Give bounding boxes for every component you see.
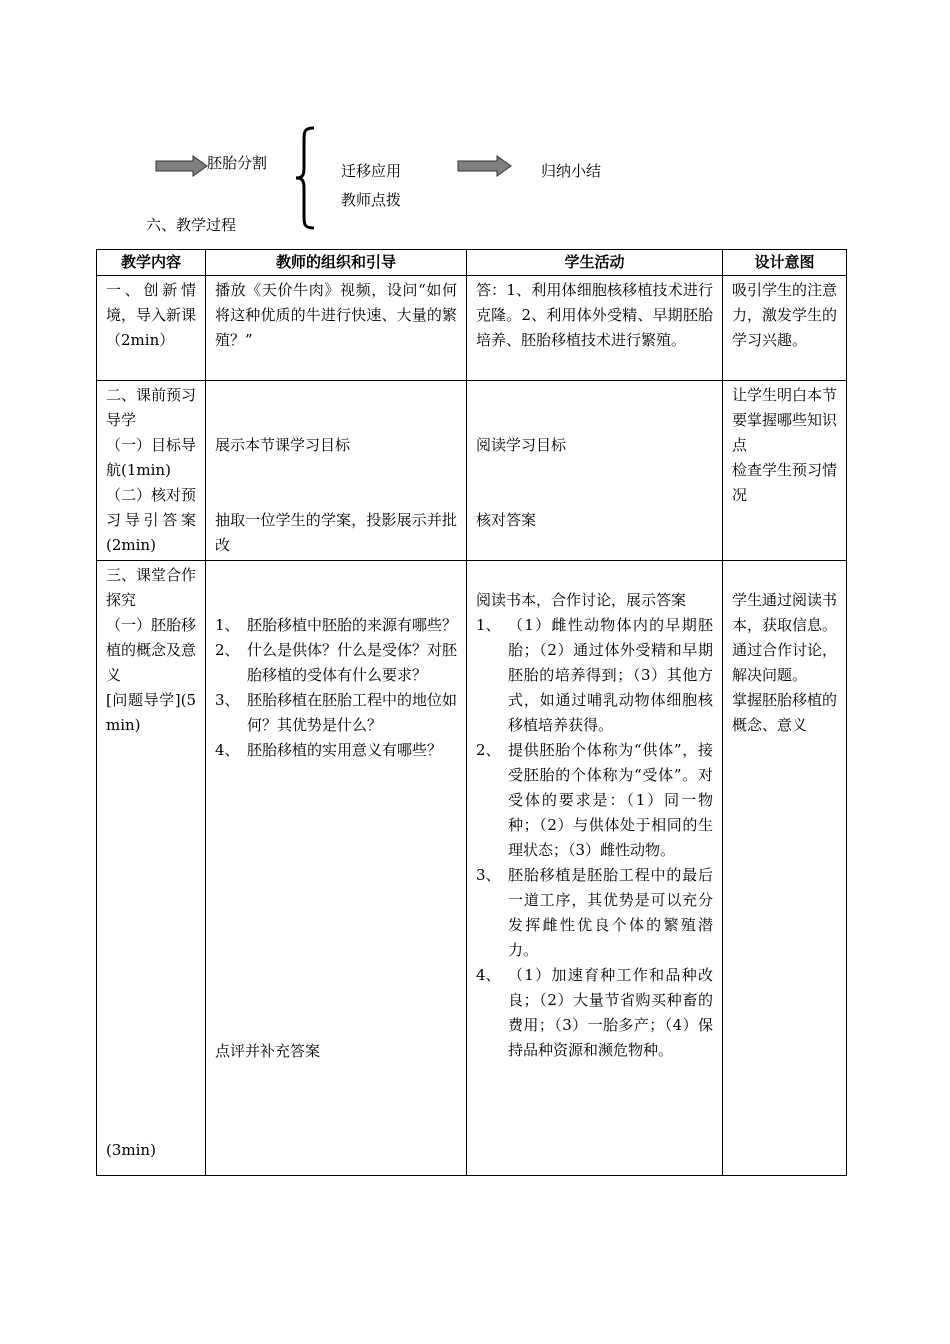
header-intent: 设计意图 [723, 250, 847, 276]
intent-text: 吸引学生的注意力，激发学生的学习兴趣。 [732, 281, 838, 349]
teacher-text: 播放《天价牛肉》视频，设问“如何将这种优质的牛进行快速、大量的繁殖？” [215, 281, 457, 349]
student-text: 答：1、利用体细胞核移植技术进行克隆。2、利用体外受精、早期胚胎培养、胚胎移植技术进行繁殖。 [476, 281, 713, 349]
cell-intent [723, 381, 847, 561]
cell-student [467, 276, 723, 381]
list-item [215, 738, 457, 763]
item-text: 什么是供体？什么是受体？对胚胎移植的受体有什么要求？ [247, 641, 458, 684]
list-item [476, 863, 713, 963]
student-text: 阅读学习目标 [476, 436, 567, 454]
left-brace-icon [294, 126, 318, 230]
header-student: 学生活动 [467, 250, 723, 276]
intent-text: 让学生明白本节要掌握哪些知识点 [732, 386, 838, 454]
content-subtitle: （二）核对预习导引答案(2min) [106, 486, 197, 554]
content-subtitle: （一）目标导航(1min) [106, 436, 197, 479]
flow-item-embryo-split: 胚胎分割 [207, 154, 268, 172]
item-number: 4、 [215, 741, 240, 759]
item-text: 胚胎移植的实用意义有哪些？ [247, 741, 443, 759]
item-text: 胚胎移植是胚胎工程中的最后一道工序，其优势是可以充分发挥雌性优良个体的繁殖潜力。 [508, 866, 713, 959]
item-text: 提供胚胎个体称为“供体”，接受胚胎的个体称为“受体”。对受体的要求是：（1）同一物种；（2）与供体处于相同的生理状态；（3）雌性动物。 [508, 741, 713, 859]
student-text: 阅读书本，合作讨论，展示答案 [476, 591, 687, 609]
lesson-table [96, 249, 847, 1176]
student-text: 核对答案 [476, 511, 537, 529]
table-header-row [97, 250, 847, 276]
teacher-text: 抽取一位学生的学案，投影展示并批改 [215, 511, 457, 554]
teacher-text: 展示本节课学习目标 [215, 436, 351, 454]
item-number: 2、 [476, 741, 501, 759]
table-row [97, 276, 847, 381]
cell-teacher [206, 276, 467, 381]
cell-teacher [206, 561, 467, 1176]
item-number: 4、 [476, 966, 501, 984]
flow-item-transfer-application: 迁移应用 [341, 162, 402, 180]
content-subtitle: （一）胚胎移植的概念及意义 [106, 616, 197, 684]
list-item [476, 613, 713, 738]
arrow-right-icon [457, 155, 513, 177]
table-row [97, 381, 847, 561]
list-item [476, 738, 713, 863]
cell-teacher [206, 381, 467, 561]
item-number: 3、 [215, 691, 240, 709]
cell-content [97, 381, 206, 561]
list-item [215, 638, 457, 688]
item-text: 胚胎移植中胚胎的来源有哪些？ [247, 616, 458, 634]
content-tag: [问题导学](5min) [106, 691, 196, 734]
item-number: 2、 [215, 641, 240, 659]
header-content: 教学内容 [97, 250, 206, 276]
intent-text: 掌握胚胎移植的概念、意义 [732, 691, 838, 734]
cell-content [97, 561, 206, 1176]
item-number: 1、 [476, 616, 501, 634]
cell-student [467, 561, 723, 1176]
list-item [215, 613, 457, 638]
intent-text: 学生通过阅读书本，获取信息。 [732, 591, 838, 634]
teacher-text: 点评并补充答案 [215, 1042, 321, 1060]
intent-text: 检查学生预习情况 [732, 461, 838, 504]
item-number: 3、 [476, 866, 501, 884]
intent-text: 通过合作讨论，解决问题。 [732, 641, 838, 684]
header-teacher: 教师的组织和引导 [206, 250, 467, 276]
content-time: (3min) [106, 1141, 156, 1159]
cell-student [467, 381, 723, 561]
flow-item-teacher-guidance: 教师点拨 [341, 191, 402, 209]
item-text: （1）雌性动物体内的早期胚胎；（2）通过体外受精和早期胚胎的培养得到；（3）其他方式，如通过哺乳动物体细胞核移植培养获得。 [508, 616, 713, 734]
cell-content [97, 276, 206, 381]
content-title: 三、课堂合作探究 [106, 566, 197, 609]
content-title: 二、课前预习导学 [106, 386, 197, 429]
table-row [97, 561, 847, 1176]
arrow-right-icon [155, 155, 209, 177]
item-text: 胚胎移植在胚胎工程中的地位如何？其优势是什么？ [247, 691, 458, 734]
section-heading: 六、教学过程 [146, 216, 237, 234]
item-number: 1、 [215, 616, 240, 634]
student-answer-list [476, 613, 713, 1063]
flow-item-summary: 归纳小结 [541, 162, 602, 180]
cell-intent [723, 276, 847, 381]
content-text: 一、创新情境，导入新课（2min） [106, 281, 197, 349]
item-text: （1）加速育种工作和品种改良；（2）大量节省购买种畜的费用；（3）一胎多产；（4）保持品种资源和濒危物种。 [508, 966, 713, 1059]
list-item [476, 963, 713, 1063]
teacher-question-list [215, 613, 457, 763]
list-item [215, 688, 457, 738]
cell-intent [723, 561, 847, 1176]
